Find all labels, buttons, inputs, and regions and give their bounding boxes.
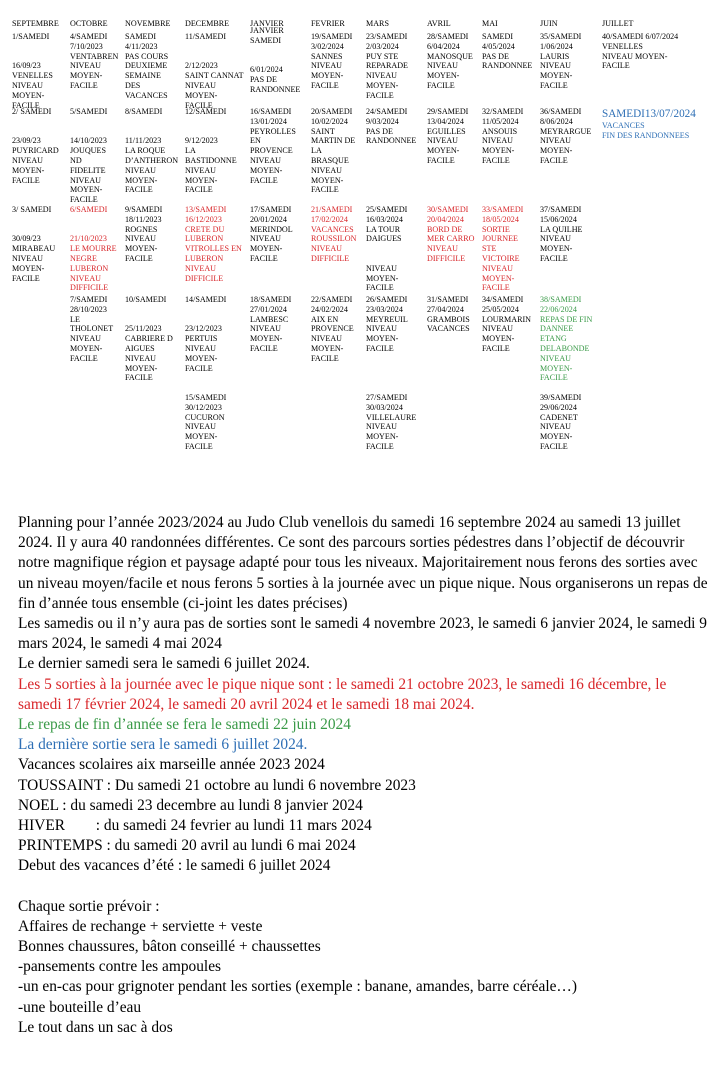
month-header-decembre: DECEMBRE (185, 19, 230, 28)
schedule-cell: 11/SAMEDI 2/12/2023 SAINT CANNAT NIVEAU MOYEN- FACILE (185, 32, 244, 110)
holiday-noel: NOEL : du samedi 23 decembre au lundi 8 janvier 2024 (18, 796, 363, 814)
schedule-cell: SAMEDI 4/05/2024 PAS DE RANDONNEE (482, 32, 533, 71)
schedule-cell: 20/SAMEDI 10/02/2024 SAINT MARTIN DE LA BRASQUE NIVEAU MOYEN- FACILE (311, 107, 356, 195)
july-end-note: VACANCES FIN DES RANDONNEES (602, 121, 690, 140)
spacer (18, 877, 708, 897)
no-outing-paragraph: Les samedis ou il n’y aura pas de sorties sont le samedi 4 novembre 2023, le samedi 6 janvier 2024, le samedi 9 mars 2024, le samedi 4 mai 2024 (18, 615, 707, 653)
holidays-title: Vacances scolaires aix marseille année 2023 2024 (18, 756, 325, 774)
schedule-cell: 36/SAMEDI 8/06/2024 MEYRARGUE NIVEAU MOYEN- FACILE (540, 107, 592, 165)
month-header-mars: MARS (366, 19, 389, 28)
schedule-cell: 18/SAMEDI 27/01/2024 LAMBESC NIVEAU MOYEN- FACILE (250, 295, 292, 353)
month-header-fevrier: FEVRIER (311, 19, 345, 28)
picnic-outings-line: Les 5 sorties à la journée avec le pique nique sont : le samedi 21 octobre 2023, le samedi 16 décembre, le samedi 17 février 2024, le samedi 20 avril 2024 et le samedi 18 mai 2024. (18, 675, 667, 713)
schedule-cell: 5/SAMEDI 14/10/2023 JOUQUES ND FIDELITE NIVEAU MOYEN- FACILE (70, 107, 108, 205)
schedule-cell: 29/SAMEDI 13/04/2024 EGUILLES NIVEAU MOYEN- FACILE (427, 107, 469, 165)
holiday-ete: Debut des vacances d’été : le samedi 6 juillet 2024 (18, 857, 331, 875)
end-of-year-meal-line: Le repas de fin d’année se fera le samedi 22 juin 2024 (18, 716, 351, 734)
month-header-avril: AVRIL (427, 19, 451, 28)
schedule-cell: 1/SAMEDI 16/09/23 VENELLES NIVEAU MOYEN- FACILE (12, 32, 53, 110)
month-header-juillet: JUILLET (602, 19, 634, 28)
schedule-cell: 34/SAMEDI 25/05/2024 LOURMARIN NIVEAU MOYEN- FACILE (482, 295, 532, 353)
month-header-juin: JUIN (540, 19, 558, 28)
month-header-octobre: OCTOBRE (70, 19, 108, 28)
schedule-cell: 14/SAMEDI 23/12/2023 PERTUIS NIVEAU MOYEN- FACILE (185, 295, 227, 373)
schedule-cell: 27/SAMEDI 30/03/2024 VILLELAURE NIVEAU MOYEN- FACILE (366, 393, 417, 451)
schedule-cell: 31/SAMEDI 27/04/2024 GRAMBOIS VACANCES (427, 295, 470, 334)
schedule-table (0, 0, 721, 470)
schedule-cell-picnic: 21/SAMEDI 17/02/2024 VACANCES ROUSSILON NIVEAU DIFFICILE (311, 205, 357, 263)
schedule-cell: 8/SAMEDI 11/11/2023 LA ROQUE D’ANTHERON NIVEAU MOYEN- FACILE (125, 107, 179, 195)
notes-section (18, 513, 708, 1038)
schedule-cell: 23/SAMEDI 2/03/2024 PUY STE REPARADE NIVEAU MOYEN- FACILE (366, 32, 408, 100)
schedule-cell: SAMEDI 4/11/2023 PAS COURS DEUXIEME SEMAINE DES VACANCES (125, 32, 169, 100)
prepare-item: -une bouteille d’eau (18, 998, 142, 1016)
month-header-mai: MAI (482, 19, 498, 28)
july-end-date: SAMEDI13/07/2024 (602, 108, 696, 120)
prepare-item: -un en-cas pour grignoter pendant les sorties (exemple : banane, amandes, barre céréale…) (18, 978, 577, 996)
schedule-cell: 15/SAMEDI 30/12/2023 CUCURON NIVEAU MOYEN- FACILE (185, 393, 227, 451)
schedule-cell: JANVIER SAMEDI 6/01/2024 PAS DE RANDONNEE (250, 26, 301, 94)
schedule-cell: 9/SAMEDI 18/11/2023 ROGNES NIVEAU MOYEN- FACILE (125, 205, 163, 263)
schedule-cell: 2/ SAMEDI 23/09/23 PUYRICARD NIVEAU MOYEN- FACILE (12, 107, 59, 185)
holiday-hiver: HIVER : du samedi 24 fevrier au lundi 11 mars 2024 (18, 817, 372, 835)
schedule-cell: 16/SAMEDI 13/01/2024 PEYROLLES EN PROVENCE NIVEAU MOYEN- FACILE (250, 107, 296, 185)
holiday-toussaint: TOUSSAINT : Du samedi 21 octobre au lundi 6 novembre 2023 (18, 776, 416, 794)
schedule-cell-picnic: 13/SAMEDI 16/12/2023 CRETE DU LUBERON VITROLLES EN LUBERON NIVEAU DIFFICILE (185, 205, 242, 283)
month-header-janvier: JANVIER (250, 19, 284, 28)
schedule-cell: 17/SAMEDI 20/01/2024 MERINDOL NIVEAU MOYEN- FACILE (250, 205, 293, 263)
last-outing-line: La dernière sortie sera le samedi 6 juillet 2024. (18, 736, 308, 754)
schedule-cell: 22/SAMEDI 24/02/2024 AIX EN PROVENCE NIVEAU MOYEN- FACILE (311, 295, 354, 363)
schedule-cell: 19/SAMEDI 3/02/2024 SANNES NIVEAU MOYEN- FACILE (311, 32, 353, 90)
prepare-item: -pansements contre les ampoules (18, 958, 222, 976)
prepare-title: Chaque sortie prévoir : (18, 897, 160, 915)
schedule-cell: 35/SAMEDI 1/06/2024 LAURIS NIVEAU MOYEN- FACILE (540, 32, 582, 90)
schedule-cell: 12/SAMEDI 9/12/2023 LA BASTIDONNE NIVEAU MOYEN- FACILE (185, 107, 237, 195)
month-header-septembre: SEPTEMBRE (12, 19, 59, 28)
last-saturday-line: Le dernier samedi sera le samedi 6 juillet 2024. (18, 655, 310, 673)
schedule-cell: 28/SAMEDI 6/04/2024 MANOSQUE NIVEAU MOYEN- FACILE (427, 32, 473, 90)
schedule-cell: 7/SAMEDI 28/10/2023 LE THOLONET NIVEAU MOYEN- FACILE (70, 295, 114, 363)
schedule-cell: 40/SAMEDI 6/07/2024 VENELLES NIVEAU MOYEN- FACILE (602, 32, 679, 71)
schedule-cell: 32/SAMEDI 11/05/2024 ANSOUIS NIVEAU MOYEN- FACILE (482, 107, 524, 165)
schedule-cell: 39/SAMEDI 29/06/2024 CADENET NIVEAU MOYEN- FACILE (540, 393, 582, 451)
schedule-cell-picnic: 6/SAMEDI 21/10/2023 LE MOURRE NEGRE LUBERON NIVEAU DIFFICILE (70, 205, 117, 293)
prepare-item: Le tout dans un sac à dos (18, 1018, 173, 1036)
schedule-cell: 37/SAMEDI 15/06/2024 LA QUILHE NIVEAU MOYEN- FACILE (540, 205, 583, 263)
prepare-item: Affaires de rechange + serviette + veste (18, 917, 263, 935)
schedule-cell: 3/ SAMEDI 30/09/23 MIRABEAU NIVEAU MOYEN- FACILE (12, 205, 56, 283)
schedule-cell: 26/SAMEDI 23/03/2024 MEYREUIL NIVEAU MOYEN- FACILE (366, 295, 408, 353)
holiday-printemps: PRINTEMPS : du samedi 20 avril au lundi 6 mai 2024 (18, 837, 356, 855)
month-header-novembre: NOVEMBRE (125, 19, 171, 28)
schedule-cell: 10/SAMEDI 25/11/2023 CABRIERE D AIGUES NIVEAU MOYEN- FACILE (125, 295, 173, 383)
prepare-item: Bonnes chaussures, bâton conseillé + chaussettes (18, 938, 321, 956)
schedule-cell: 25/SAMEDI 16/03/2024 LA TOUR DAIGUES NIVEAU MOYEN- FACILE (366, 205, 408, 293)
schedule-cell: 4/SAMEDI 7/10/2023 VENTABREN NIVEAU MOYEN- FACILE (70, 32, 119, 90)
schedule-cell-picnic: 30/SAMEDI 20/04/2024 BORD DE MER CARRO NIVEAU DIFFICILE (427, 205, 475, 263)
schedule-cell-end-of-year-meal: 38/SAMEDI 22/06/2024 REPAS DE FIN DANNEE ETANG DELABONDE NIVEAU MOYEN- FACILE (540, 295, 593, 383)
intro-paragraph: Planning pour l’année 2023/2024 au Judo Club venellois du samedi 16 septembre 2024 au samedi 13 juillet 2024. Il y aura 40 randonnées différentes. Ce sont des parcours sorties pédestres dans l’objectif de découvrir notre magnifique région et paysage adapté pour tous les niveaux. Majoritairement nous ferons des sorties avec un niveau moyen/facile et nous ferons 5 sorties à la journée avec un pique nique. Nous organiserons un repas de fin d’année tous ensemble (ci-joint les dates précises) (18, 514, 708, 612)
schedule-cell-picnic: 33/SAMEDI 18/05/2024 SORTIE JOURNEE STE VICTOIRE NIVEAU MOYEN- FACILE (482, 205, 524, 293)
schedule-cell: 24/SAMEDI 9/03/2024 PAS DE RANDONNEE (366, 107, 417, 146)
